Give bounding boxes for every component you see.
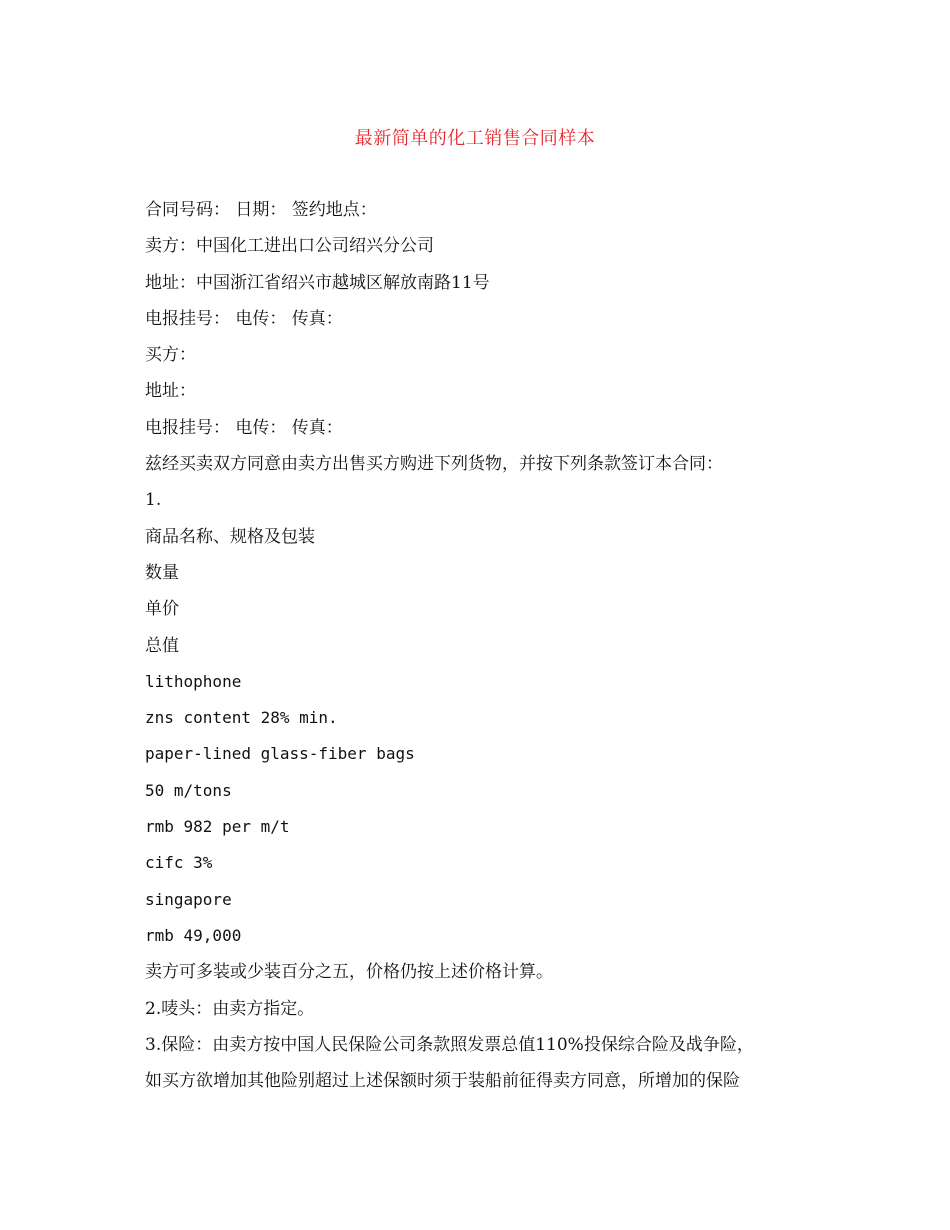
- body-line: 50 m/tons: [145, 780, 232, 800]
- body-line: 商品名称、规格及包装: [145, 526, 315, 547]
- body-line: lithophone: [145, 671, 242, 691]
- body-line: 买方：: [145, 345, 196, 366]
- document-body: [145, 192, 810, 1099]
- body-line: 如买方欲增加其他险别超过上述保额时须于装船前征得卖方同意，所增加的保险: [145, 1071, 740, 1092]
- body-line: paper-lined glass-fiber bags: [145, 744, 415, 764]
- body-line: 数量: [145, 562, 179, 583]
- body-line: 2.唛头：由卖方指定。: [145, 998, 315, 1019]
- body-line: 合同号码： 日期： 签约地点：: [145, 200, 377, 220]
- body-line: zns content 28% min.: [145, 708, 338, 728]
- body-line: 单价: [145, 599, 179, 620]
- body-line: 电报挂号： 电传： 传真：: [145, 417, 343, 438]
- document-title: 最新简单的化工销售合同样本: [354, 128, 596, 149]
- body-line: 3.保险：由卖方按中国人民保险公司条款照发票总值110%投保综合险及战争险，: [145, 1034, 754, 1055]
- body-line: 总值: [145, 635, 179, 656]
- body-line: 地址：: [145, 381, 196, 402]
- body-line: 卖方可多装或少装百分之五，价格仍按上述价格计算。: [145, 962, 553, 983]
- body-line: 1.: [145, 490, 162, 511]
- body-line: 地址：中国浙江省绍兴市越城区解放南路11号: [145, 272, 490, 293]
- body-line: 电报挂号： 电传： 传真：: [145, 308, 343, 329]
- body-line: rmb 49,000: [145, 925, 242, 945]
- body-line: 卖方：中国化工进出口公司绍兴分公司: [145, 236, 434, 257]
- body-line: cifc 3%: [145, 853, 213, 873]
- body-line: 兹经买卖双方同意由卖方出售买方购进下列货物，并按下列条款签订本合同：: [145, 454, 723, 475]
- body-line: rmb 982 per m/t: [145, 817, 290, 837]
- body-line: singapore: [145, 889, 232, 909]
